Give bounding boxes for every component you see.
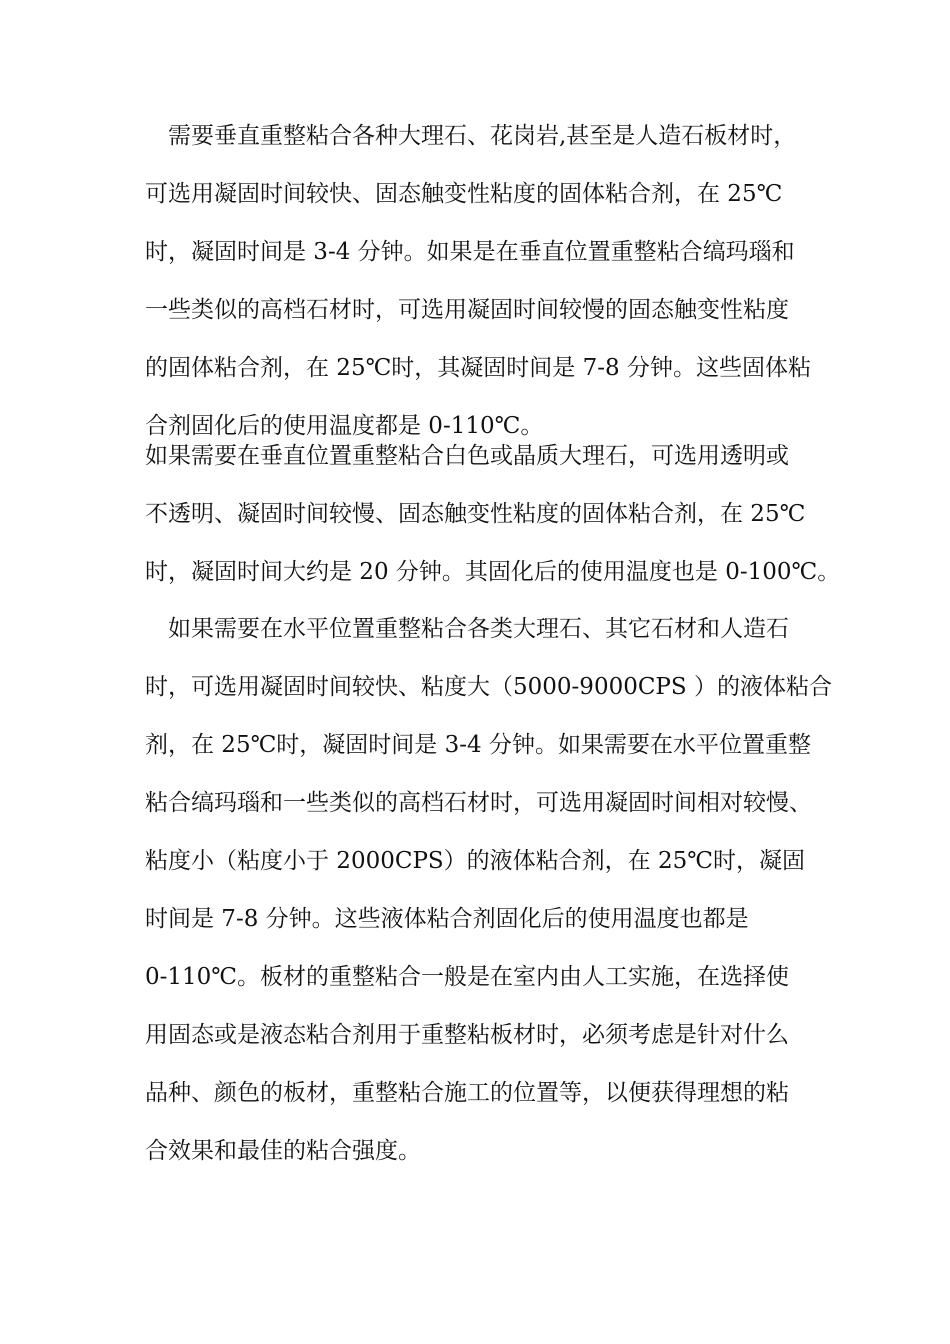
paragraph-vertical-thixotropic-adhesive	[145, 107, 825, 455]
text-line: 合效果和最佳的粘合强度。	[145, 1138, 421, 1164]
text-line: 的固体粘合剂，在 25℃时，其凝固时间是 7-8 分钟。这些固体粘	[145, 355, 811, 381]
text-line: 时，可选用凝固时间较快、粘度大（5000-9000CPS ）的液体粘合	[145, 674, 832, 700]
text-line: 0-110℃。板材的重整粘合一般是在室内由人工实施，在选择使	[145, 964, 790, 990]
text-line: 合剂固化后的使用温度都是 0-110℃。	[145, 413, 544, 439]
paragraph-horizontal-liquid-adhesive	[145, 600, 832, 1180]
text-line: 用固态或是液态粘合剂用于重整粘板材时，必须考虑是针对什么	[145, 1022, 789, 1048]
paragraph-white-marble-adhesive	[145, 427, 841, 601]
text-line: 剂，在 25℃时，凝固时间是 3-4 分钟。如果需要在水平位置重整	[145, 732, 811, 758]
text-line: 如果需要在垂直位置重整粘合白色或晶质大理石，可选用透明或	[145, 443, 789, 469]
text-line: 如果需要在水平位置重整粘合各类大理石、其它石材和人造石	[145, 616, 789, 642]
text-line: 一些类似的高档石材时，可选用凝固时间较慢的固态触变性粘度	[145, 297, 789, 323]
text-line: 需要垂直重整粘合各种大理石、花岗岩,甚至是人造石板材时，	[145, 123, 797, 149]
text-line: 粘合缟玛瑙和一些类似的高档石材时，可选用凝固时间相对较慢、	[145, 790, 812, 816]
text-line: 时，凝固时间是 3-4 分钟。如果是在垂直位置重整粘合缟玛瑙和	[145, 239, 795, 265]
text-line: 时，凝固时间大约是 20 分钟。其固化后的使用温度也是 0-100℃。	[145, 559, 841, 585]
text-line: 可选用凝固时间较快、固态触变性粘度的固体粘合剂，在 25℃	[145, 181, 783, 207]
text-line: 时间是 7-8 分钟。这些液体粘合剂固化后的使用温度也都是	[145, 906, 749, 932]
text-line: 不透明、凝固时间较慢、固态触变性粘度的固体粘合剂，在 25℃	[145, 501, 806, 527]
text-line: 品种、颜色的板材，重整粘合施工的位置等，以便获得理想的粘	[145, 1080, 789, 1106]
text-line: 粘度小（粘度小于 2000CPS）的液体粘合剂，在 25℃时，凝固	[145, 848, 805, 874]
